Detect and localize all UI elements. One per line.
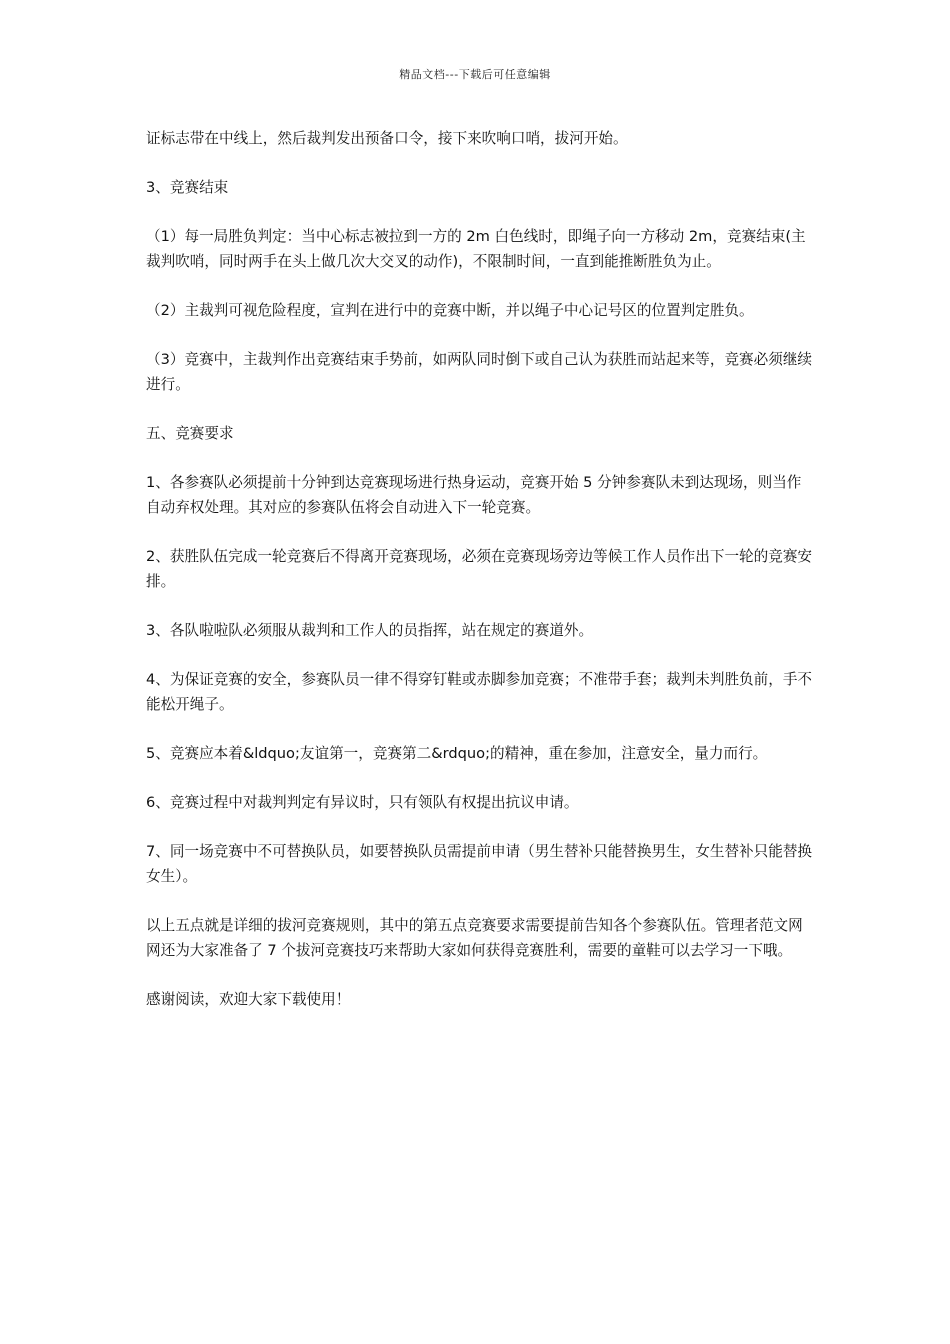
paragraph-summary: 以上五点就是详细的拔河竞赛规则，其中的第五点竞赛要求需要提前告知各个参赛队伍。管理者范文网网还为大家准备了 7 个拔河竞赛技巧来帮助大家如何获得竞赛胜利，需要的童鞋可以去学习一下哦。 — [146, 917, 803, 959]
paragraph-continuation: 证标志带在中线上，然后裁判发出预备口令，接下来吹响口哨，拔河开始。 — [146, 130, 628, 147]
document-body — [146, 126, 814, 1036]
paragraph-thanks: 感谢阅读，欢迎大家下载使用！ — [146, 991, 351, 1008]
paragraph-rule-1: （1）每一局胜负判定：当中心标志被拉到一方的 2m 白色线时，即绳子向一方移动 2m，竞赛结束(主裁判吹哨，同时两手在头上做几次大交叉的动作)，不限制时间，一直到能推断胜负为止。 — [146, 228, 806, 270]
section-heading-requirements: 五、竞赛要求 — [146, 425, 234, 442]
paragraph-requirement-6: 6、竞赛过程中对裁判判定有异议时，只有领队有权提出抗议申请。 — [146, 794, 579, 811]
paragraph-requirement-3: 3、各队啦啦队必须服从裁判和工作人的员指挥，站在规定的赛道外。 — [146, 622, 594, 639]
section-heading-competition-end: 3、竞赛结束 — [146, 179, 229, 196]
paragraph-rule-2: （2）主裁判可视危险程度，宣判在进行中的竞赛中断，并以绳子中心记号区的位置判定胜负。 — [146, 302, 754, 319]
paragraph-requirement-2: 2、获胜队伍完成一轮竞赛后不得离开竞赛现场，必须在竞赛现场旁边等候工作人员作出下一轮的竞赛安排。 — [146, 548, 813, 590]
paragraph-requirement-5: 5、竞赛应本着&ldquo;友谊第一，竞赛第二&rdquo;的精神，重在参加，注意安全，量力而行。 — [146, 745, 768, 762]
paragraph-rule-3: （3）竞赛中，主裁判作出竞赛结束手势前，如两队同时倒下或自己认为获胜而站起来等，竞赛必须继续进行。 — [146, 351, 813, 393]
paragraph-requirement-7: 7、同一场竞赛中不可替换队员，如要替换队员需提前申请（男生替补只能替换男生，女生替补只能替换女生）。 — [146, 843, 813, 885]
page-header: 精品文档---下载后可任意编辑 — [399, 68, 551, 81]
paragraph-requirement-1: 1、各参赛队必须提前十分钟到达竞赛现场进行热身运动，竞赛开始 5 分钟参赛队未到达现场，则当作自动弃权处理。其对应的参赛队伍将会自动进入下一轮竞赛。 — [146, 474, 802, 516]
paragraph-requirement-4: 4、为保证竞赛的安全，参赛队员一律不得穿钉鞋或赤脚参加竞赛；不准带手套；裁判未判胜负前，手不能松开绳子。 — [146, 671, 813, 713]
